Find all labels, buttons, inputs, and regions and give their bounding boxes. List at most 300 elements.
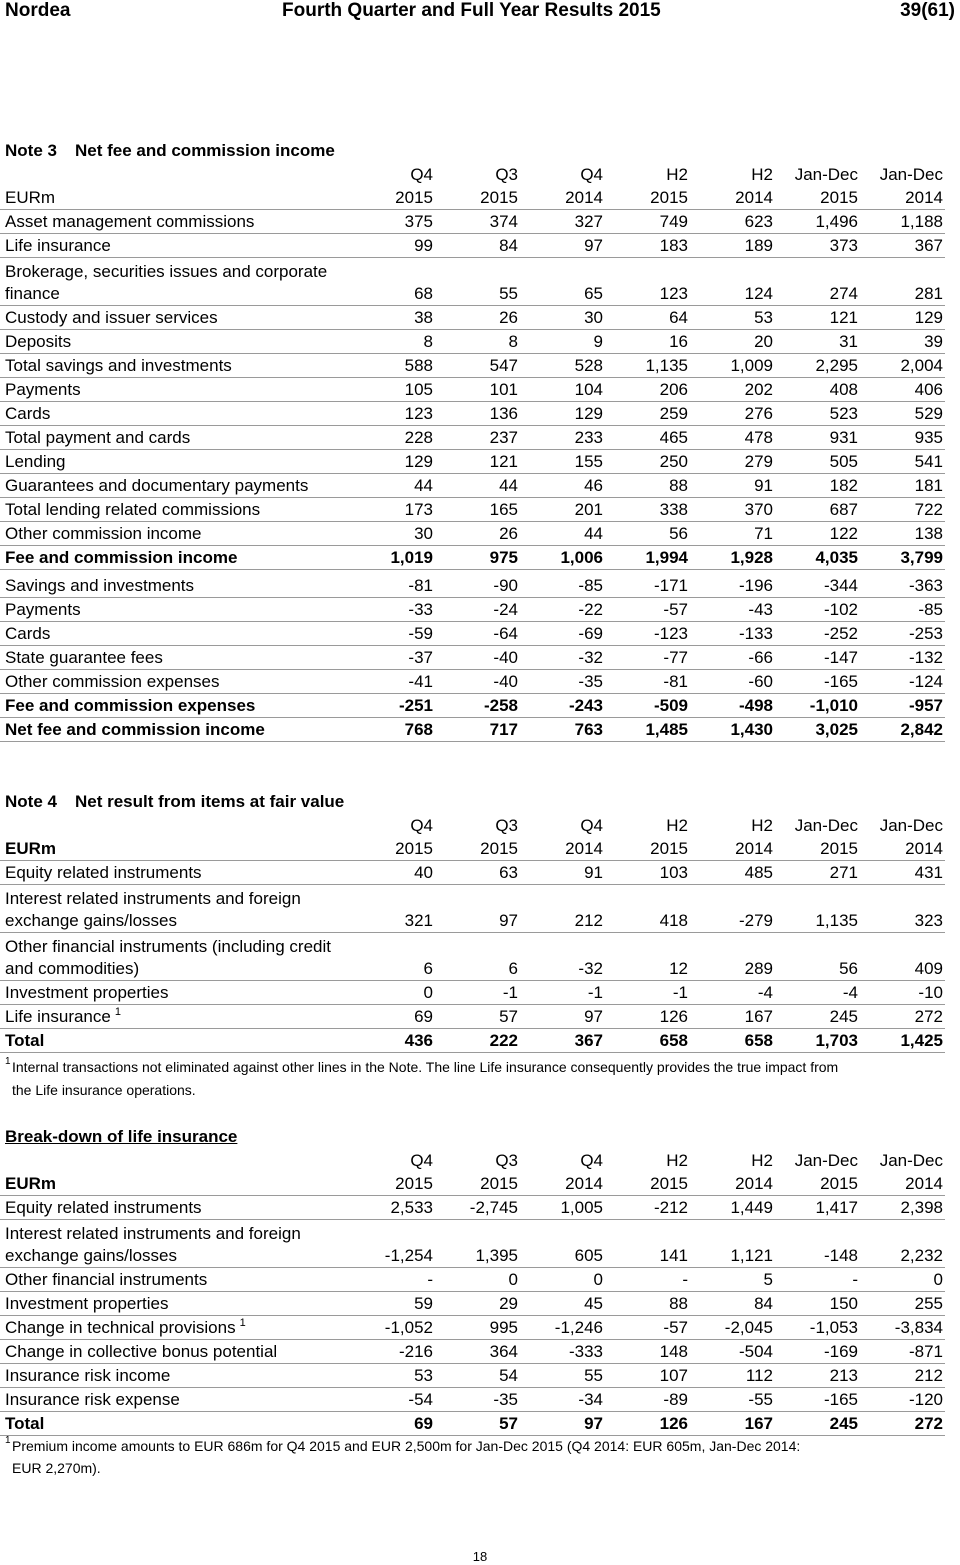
value-cell: 375 (404, 212, 433, 231)
row-label (0, 307, 350, 329)
value-cell: 30 (584, 308, 603, 327)
value-cell: 2,232 (900, 1246, 943, 1265)
value-cell: 206 (659, 380, 688, 399)
value-cell: 6 (423, 959, 433, 978)
value-cell: 547 (489, 356, 518, 375)
value-cell: 57 (499, 1414, 518, 1433)
section-title-row (0, 1124, 945, 1148)
period-header: Jan-Dec (879, 816, 943, 835)
period-header: Q4 (410, 165, 433, 184)
row-label-text: State guarantee fees (5, 648, 163, 667)
unit-label: EURm (5, 188, 56, 207)
value-cell: 38 (414, 308, 433, 327)
value-cell: 272 (914, 1007, 943, 1026)
value-cell: 465 (659, 428, 688, 447)
table-row (0, 622, 945, 646)
footnote-marker: 1 (5, 1056, 11, 1067)
row-label-text: Custody and issuer services (5, 308, 218, 327)
row-label-line (5, 1269, 350, 1291)
row-label (0, 1293, 350, 1315)
value-cell: 12 (669, 959, 688, 978)
expense-rows (0, 574, 945, 742)
row-label-line (5, 1293, 350, 1315)
row-label-line (5, 982, 350, 1004)
row-label-line (5, 862, 350, 884)
row-label (0, 451, 350, 473)
row-label-line (5, 1317, 350, 1339)
row-label-text: Life insurance (5, 236, 111, 255)
table-row (0, 1292, 945, 1316)
value-cell: 126 (659, 1414, 688, 1433)
value-cell: 541 (914, 452, 943, 471)
breakdown-footnote (0, 1435, 945, 1479)
value-cell: 5 (763, 1270, 773, 1289)
row-label-line (5, 307, 350, 329)
row-label (0, 403, 350, 425)
row-label-line (5, 671, 350, 693)
row-label-line (5, 331, 350, 353)
value-cell: -81 (663, 672, 688, 691)
value-cell: 112 (745, 1366, 773, 1385)
table-row (0, 258, 945, 306)
row-label-line (5, 523, 350, 545)
table-row (0, 498, 945, 522)
value-cell: -957 (908, 696, 943, 715)
row-label-line (5, 379, 350, 401)
row-label (0, 982, 350, 1004)
value-cell: -504 (738, 1342, 773, 1361)
value-cell: 271 (829, 863, 858, 882)
row-label-line (5, 1341, 350, 1363)
table-row (0, 450, 945, 474)
row-label-text: Equity related instruments (5, 1198, 202, 1217)
row-label-line (5, 719, 350, 741)
year-header: 2015 (395, 839, 433, 858)
value-cell: 228 (404, 428, 433, 447)
column-headers (0, 1148, 945, 1196)
value-cell: 26 (499, 524, 518, 543)
year-header: 2015 (650, 839, 688, 858)
table-row (0, 378, 945, 402)
period-header: H2 (751, 165, 773, 184)
value-cell: -37 (408, 648, 433, 667)
value-cell: -57 (663, 1318, 688, 1337)
value-cell: 123 (659, 284, 688, 303)
row-label-text: Interest related instruments and foreign (5, 889, 301, 908)
row-label-line (5, 910, 350, 932)
value-cell: 57 (499, 1007, 518, 1026)
value-cell: -196 (738, 576, 773, 595)
row-label-text: Change in technical provisions (5, 1318, 236, 1337)
report-title: Fourth Quarter and Full Year Results 2015 (282, 0, 661, 21)
page-number: 18 (472, 1549, 488, 1564)
income-rows (0, 210, 945, 570)
value-cell: 53 (414, 1366, 433, 1385)
row-label (0, 427, 350, 449)
table-row (0, 426, 945, 450)
value-cell: -147 (823, 648, 858, 667)
row-label (0, 1413, 350, 1435)
value-cell: 408 (829, 380, 858, 399)
row-label-text: finance (5, 284, 60, 303)
value-cell: 1,135 (815, 911, 858, 930)
value-cell: 1,188 (900, 212, 943, 231)
value-cell: 658 (744, 1031, 773, 1050)
value-cell: -1,010 (809, 696, 858, 715)
value-cell: 202 (744, 380, 773, 399)
value-cell: - (852, 1270, 858, 1289)
value-cell: 126 (659, 1007, 688, 1026)
row-label (0, 1030, 350, 1052)
value-cell: -1,052 (384, 1318, 433, 1337)
value-cell: -124 (908, 672, 943, 691)
table-row (0, 474, 945, 498)
row-label-line (5, 623, 350, 645)
value-cell: 323 (914, 911, 943, 930)
value-cell: 245 (829, 1007, 858, 1026)
value-cell: 46 (584, 476, 603, 495)
value-cell: -10 (918, 983, 943, 1002)
table-row (0, 670, 945, 694)
row-label-line (5, 1365, 350, 1387)
value-cell: 338 (659, 500, 688, 519)
value-cell: -32 (578, 648, 603, 667)
value-cell: -252 (823, 624, 858, 643)
value-cell: 69 (414, 1007, 433, 1026)
row-label-text: Total payment and cards (5, 428, 191, 447)
year-header: 2015 (820, 1174, 858, 1193)
table-row (0, 861, 945, 885)
row-label (0, 695, 350, 717)
row-label-line (5, 475, 350, 497)
value-cell: 138 (914, 524, 943, 543)
value-cell: 30 (414, 524, 433, 543)
value-cell: 1,395 (475, 1246, 518, 1265)
row-label-line (5, 695, 350, 717)
row-label (0, 1197, 350, 1219)
value-cell: 97 (584, 1414, 603, 1433)
row-label-line (5, 936, 350, 958)
value-cell: -148 (823, 1246, 858, 1265)
period-header: H2 (666, 1151, 688, 1170)
row-label-line (5, 283, 350, 305)
value-cell: - (427, 1270, 433, 1289)
period-header-row (0, 1148, 945, 1172)
value-cell: 289 (744, 959, 773, 978)
value-cell: 97 (584, 1007, 603, 1026)
row-label (0, 1317, 350, 1339)
row-label-line (5, 235, 350, 257)
value-cell: 68 (414, 284, 433, 303)
note-title-row (0, 789, 945, 813)
row-label-text: Fee and commission income (5, 548, 238, 567)
note-number: Note 4 (5, 792, 57, 811)
row-label-text: Total (5, 1031, 45, 1050)
value-cell: 183 (659, 236, 688, 255)
period-header: H2 (751, 1151, 773, 1170)
row-label-text: Investment properties (5, 983, 169, 1002)
value-cell: -22 (578, 600, 603, 619)
table-row (0, 981, 945, 1005)
table-row (0, 1196, 945, 1220)
period-header: Q4 (410, 816, 433, 835)
period-header: Jan-Dec (879, 1151, 943, 1170)
value-cell: -132 (908, 648, 943, 667)
value-cell: 63 (499, 863, 518, 882)
row-label (0, 475, 350, 497)
value-cell: 55 (499, 284, 518, 303)
value-cell: -85 (578, 576, 603, 595)
value-cell: 16 (669, 332, 688, 351)
value-cell: -243 (568, 696, 603, 715)
row-label (0, 1341, 350, 1363)
period-header-row (0, 813, 945, 837)
value-cell: -1,254 (384, 1246, 433, 1265)
value-cell: -60 (748, 672, 773, 691)
period-header-row (0, 162, 945, 186)
year-header: 2015 (480, 188, 518, 207)
value-cell: -165 (823, 1390, 858, 1409)
row-label (0, 623, 350, 645)
row-label (0, 1223, 350, 1267)
value-cell: 56 (839, 959, 858, 978)
value-cell: 167 (744, 1414, 773, 1433)
value-cell: 150 (829, 1294, 858, 1313)
table-row (0, 598, 945, 622)
row-label (0, 547, 350, 569)
table-row (0, 210, 945, 234)
value-cell: 485 (744, 863, 773, 882)
value-cell: 201 (574, 500, 603, 519)
note-title: Net fee and commission income (75, 141, 335, 160)
value-cell: 1,485 (645, 720, 688, 739)
footnote-ref: 1 (239, 1317, 246, 1329)
row-label-text: Insurance risk expense (5, 1390, 180, 1409)
row-label (0, 719, 350, 741)
value-cell: 975 (489, 548, 518, 567)
value-cell: 523 (829, 404, 858, 423)
table-row (0, 354, 945, 378)
value-cell: 6 (508, 959, 518, 978)
row-label-text: Lending (5, 452, 66, 471)
value-cell: 44 (584, 524, 603, 543)
note-4-footnote (0, 1056, 945, 1102)
value-cell: 1,928 (730, 548, 773, 567)
value-cell: 2,842 (900, 720, 943, 739)
value-cell: -40 (493, 648, 518, 667)
value-cell: 768 (404, 720, 433, 739)
row-label-line (5, 1030, 350, 1052)
value-cell: 2,295 (815, 356, 858, 375)
row-label-text: Payments (5, 380, 81, 399)
row-label-line (5, 355, 350, 377)
row-label-line (5, 1006, 350, 1028)
value-cell: 222 (489, 1031, 518, 1050)
period-header: Jan-Dec (794, 165, 858, 184)
row-label-line (5, 1197, 350, 1219)
value-cell: 1,135 (645, 356, 688, 375)
value-cell: -32 (578, 959, 603, 978)
value-cell: 173 (404, 500, 433, 519)
year-header: 2014 (905, 188, 943, 207)
year-header: 2014 (735, 1174, 773, 1193)
column-headers (0, 162, 945, 210)
year-header: 2015 (480, 839, 518, 858)
value-cell: 181 (914, 476, 943, 495)
year-header: 2015 (650, 1174, 688, 1193)
unit-header-row (0, 1172, 945, 1196)
row-label-text: Other financial instruments (5, 1270, 208, 1289)
row-label (0, 862, 350, 884)
value-cell: -120 (908, 1390, 943, 1409)
note-title: Net result from items at fair value (75, 792, 345, 811)
table-rows (0, 861, 945, 1053)
value-cell: 129 (574, 404, 603, 423)
row-label-text: Life insurance (5, 1007, 111, 1026)
row-label-text: Guarantees and documentary payments (5, 476, 309, 495)
footnote-marker: 1 (5, 1435, 11, 1446)
row-label-line (5, 575, 350, 597)
value-cell: 97 (499, 911, 518, 930)
value-cell: -344 (823, 576, 858, 595)
value-cell: 39 (924, 332, 943, 351)
value-cell: 4,035 (815, 548, 858, 567)
value-cell: 1,496 (815, 212, 858, 231)
value-cell: -1,053 (809, 1318, 858, 1337)
value-cell: 717 (489, 720, 518, 739)
value-cell: 374 (489, 212, 518, 231)
page-reference: 39(61) (900, 0, 955, 21)
value-cell: 1,703 (815, 1031, 858, 1050)
row-label-text: Fee and commission expenses (5, 696, 256, 715)
value-cell: 276 (744, 404, 773, 423)
value-cell: 528 (574, 356, 603, 375)
value-cell: 122 (829, 524, 858, 543)
row-label-text: Total savings and investments (5, 356, 232, 375)
value-cell: 995 (489, 1318, 518, 1337)
row-label-line (5, 888, 350, 910)
row-label-text: Net fee and commission income (5, 720, 265, 739)
row-label-text: Equity related instruments (5, 863, 202, 882)
row-label-text: Total lending related commissions (5, 500, 261, 519)
value-cell: 212 (914, 1366, 943, 1385)
table-row (0, 522, 945, 546)
row-label (0, 599, 350, 621)
value-cell: 409 (914, 959, 943, 978)
value-cell: 20 (754, 332, 773, 351)
value-cell: 1,449 (730, 1198, 773, 1217)
value-cell: 69 (414, 1414, 433, 1433)
value-cell: 418 (659, 911, 688, 930)
row-label-text: exchange gains/losses (5, 911, 178, 930)
life-insurance-breakdown-table (0, 1124, 945, 1436)
unit-label: EURm (5, 1174, 57, 1193)
row-label-text: Cards (5, 404, 51, 423)
row-label (0, 235, 350, 257)
value-cell: -59 (408, 624, 433, 643)
value-cell: 237 (489, 428, 518, 447)
value-cell: 367 (574, 1031, 603, 1050)
row-label (0, 888, 350, 932)
value-cell: -90 (493, 576, 518, 595)
period-header: Q4 (580, 816, 603, 835)
value-cell: -4 (842, 983, 858, 1002)
row-label (0, 523, 350, 545)
period-header: H2 (751, 816, 773, 835)
row-label (0, 1389, 350, 1411)
table-row (0, 1340, 945, 1364)
value-cell: 129 (404, 452, 433, 471)
table-row (0, 574, 945, 598)
value-cell: 763 (574, 720, 603, 739)
value-cell: 88 (669, 1294, 688, 1313)
value-cell: 1,006 (560, 548, 603, 567)
total-row (0, 546, 945, 570)
value-cell: -4 (757, 983, 773, 1002)
value-cell: 165 (489, 500, 518, 519)
table-row (0, 1316, 945, 1340)
value-cell: 26 (499, 308, 518, 327)
year-header: 2014 (905, 839, 943, 858)
row-label-text: Deposits (5, 332, 72, 351)
value-cell: 123 (404, 404, 433, 423)
row-label-line (5, 211, 350, 233)
row-label (0, 355, 350, 377)
value-cell: 84 (754, 1294, 773, 1313)
value-cell: 1,430 (730, 720, 773, 739)
value-cell: 44 (414, 476, 433, 495)
value-cell: 148 (659, 1342, 688, 1361)
period-header: Q3 (495, 816, 518, 835)
value-cell: 3,025 (815, 720, 858, 739)
value-cell: 373 (829, 236, 858, 255)
value-cell: 40 (414, 863, 433, 882)
value-cell: 370 (744, 500, 773, 519)
value-cell: -1 (502, 983, 518, 1002)
total-row (0, 1029, 945, 1053)
row-label-line (5, 1245, 350, 1267)
year-header: 2014 (735, 839, 773, 858)
value-cell: -2,045 (724, 1318, 773, 1337)
value-cell: -1 (672, 983, 688, 1002)
value-cell: 245 (829, 1414, 858, 1433)
value-cell: -253 (908, 624, 943, 643)
value-cell: 658 (659, 1031, 688, 1050)
section-title: Break-down of life insurance (5, 1127, 238, 1146)
row-label-line (5, 547, 350, 569)
value-cell: -35 (493, 1390, 518, 1409)
footnote-line: EUR 2,270m). (12, 1460, 101, 1476)
row-label-line (5, 403, 350, 425)
unit-header-row (0, 837, 945, 861)
value-cell: 327 (574, 212, 603, 231)
table-row (0, 1388, 945, 1412)
value-cell: 687 (829, 500, 858, 519)
table-row (0, 234, 945, 258)
table-row (0, 1364, 945, 1388)
period-header: Jan-Dec (879, 165, 943, 184)
value-cell: 0 (423, 983, 433, 1002)
value-cell: -34 (578, 1390, 603, 1409)
value-cell: -69 (578, 624, 603, 643)
year-header: 2014 (905, 1174, 943, 1193)
value-cell: -509 (653, 696, 688, 715)
value-cell: 103 (659, 863, 688, 882)
year-header: 2015 (480, 1174, 518, 1193)
value-cell: -363 (908, 576, 943, 595)
value-cell: 2,004 (900, 356, 943, 375)
value-cell: 97 (584, 236, 603, 255)
